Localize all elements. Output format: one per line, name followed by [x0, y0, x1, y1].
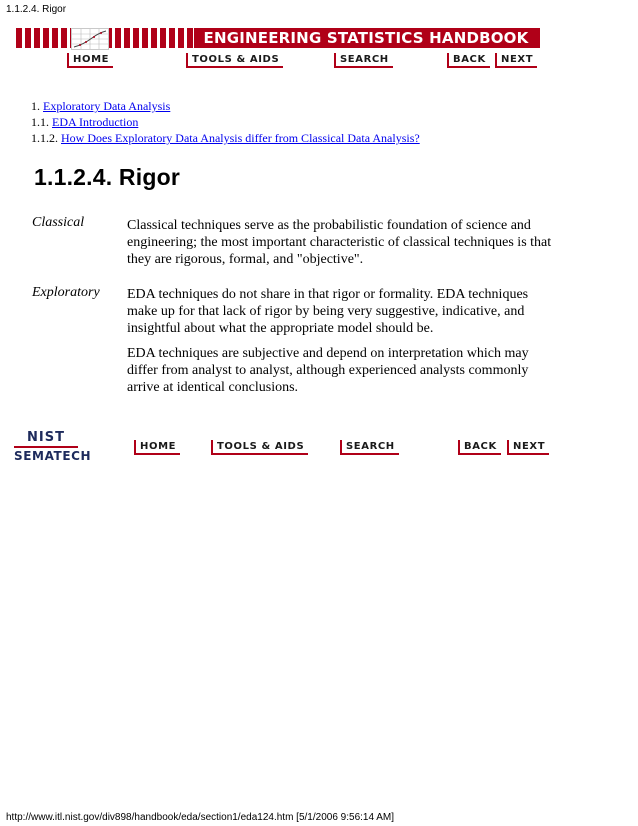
classical-label: Classical [32, 215, 85, 230]
breadcrumb-item [31, 114, 420, 130]
breadcrumb-number: 1.1. [31, 115, 49, 129]
banner-title: ENGINEERING STATISTICS HANDBOOK [203, 29, 529, 47]
breadcrumb-link-eda-intro[interactable]: EDA Introduction [52, 115, 139, 129]
exploratory-paragraph-1: EDA techniques do not share in that rigor or formality. EDA techniques make up for that lack of rigor by being very suggestive, indicative, and insightful about what the appropriate model should be. [127, 287, 529, 336]
classical-paragraph: Classical techniques serve as the probabilistic foundation of science and engineering; the most important characteristic of classical techniques is that they are rigorous, formal, and "objective". [127, 218, 552, 267]
breadcrumb-link-eda[interactable]: Exploratory Data Analysis [43, 99, 171, 113]
footer-next-button[interactable]: NEXT [507, 440, 549, 455]
next-button[interactable]: NEXT [495, 53, 537, 68]
search-button[interactable]: SEARCH [334, 53, 393, 68]
logo-line-sematech: SEMATECH [14, 449, 92, 463]
tools-aids-button[interactable]: TOOLS & AIDS [186, 53, 283, 68]
logo-rule [14, 446, 78, 448]
print-footer: http://www.itl.nist.gov/div898/handbook/eda/section1/eda124.htm [5/1/2006 9:56:14 AM] [6, 812, 395, 823]
home-button[interactable]: HOME [67, 53, 113, 68]
breadcrumb-number: 1.1.2. [31, 131, 58, 145]
back-button[interactable]: BACK [447, 53, 490, 68]
footer-tools-aids-button[interactable]: TOOLS & AIDS [211, 440, 308, 455]
logo-line-nist: NIST [27, 430, 65, 445]
breadcrumb-item [31, 98, 420, 114]
footer-back-button[interactable]: BACK [458, 440, 501, 455]
handbook-banner [16, 28, 540, 70]
section-title: Rigor [118, 164, 180, 190]
exploratory-paragraph-2: EDA techniques are subjective and depend on interpretation which may differ from analyst to analyst, although experienced analysts commonly arrive at identical conclusions. [127, 346, 529, 395]
section-number: 1.1.2.4. [34, 164, 113, 190]
footer-home-button[interactable]: HOME [134, 440, 180, 455]
print-header: 1.1.2.4. Rigor [6, 4, 67, 15]
banner-plot-icon [71, 28, 109, 50]
nist-sematech-logo[interactable] [14, 430, 92, 464]
breadcrumb-item [31, 130, 420, 146]
breadcrumb-link-eda-vs-classical[interactable]: How Does Exploratory Data Analysis differ from Classical Data Analysis? [61, 131, 420, 145]
page-title [34, 164, 180, 191]
breadcrumb [31, 98, 420, 146]
footer-search-button[interactable]: SEARCH [340, 440, 399, 455]
exploratory-label: Exploratory [32, 285, 100, 300]
breadcrumb-number: 1. [31, 99, 40, 113]
